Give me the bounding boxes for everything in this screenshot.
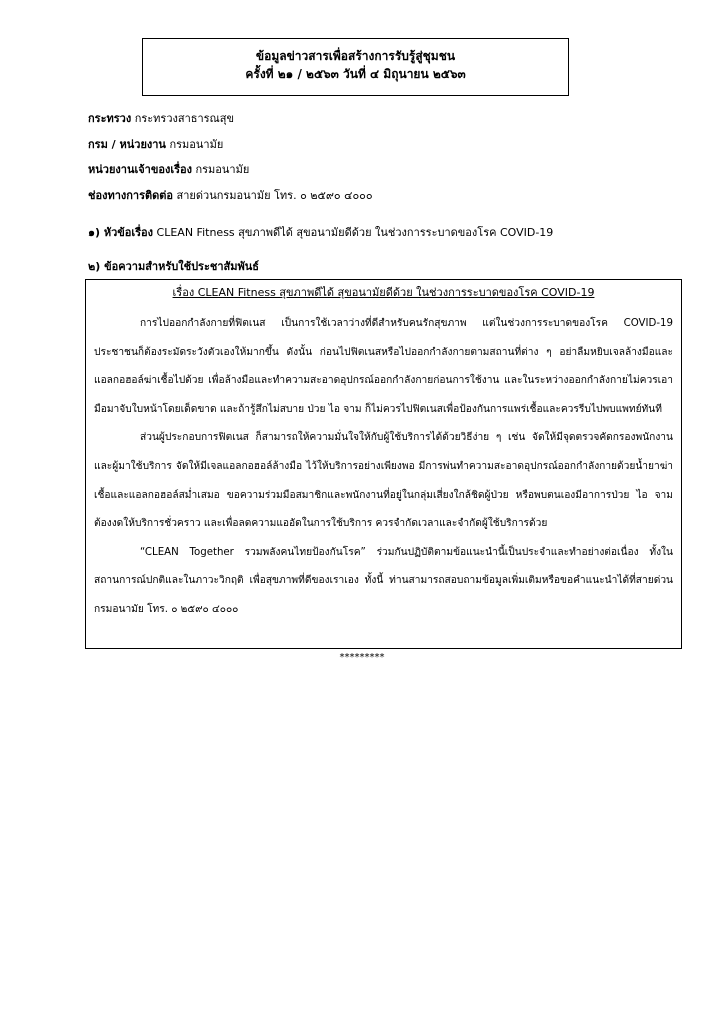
- paragraph-clean-together: “CLEAN Together รวมพลังคนไทยป้องกันโรค” ร่วมกันปฏิบัติตามข้อแนะนำนี้เป็นประจำและทำอย่างต่อเนื่อง ทั้งในสถานการณ์ปกติและในภาวะวิกฤติ เพื่อสุขภาพที่ดีของเราเอง ทั้งนี้ ท่านสามารถสอบถามข้อมูลเพิ่มเติมหรือขอคำแนะนำได้ที่สายด่วนกรมอนามัย โทร. ๐ ๒๕๙๐ ๔๐๐๐: [94, 546, 673, 615]
- ministry-value: กระทรวงสาธารณสุข: [134, 112, 234, 125]
- section-topic: [88, 225, 553, 241]
- announcement-title: เรื่อง CLEAN Fitness สุขภาพดีได้ สุขอนามัยดีด้วย ในช่วงการระบาดของโรค COVID-19: [172, 286, 595, 299]
- contact-label: ช่องทางการติดต่อ: [88, 189, 174, 202]
- ministry-label: กระทรวง: [88, 112, 132, 125]
- department-row: [88, 137, 223, 153]
- ministry-row: [88, 111, 234, 127]
- document-title: ข้อมูลข่าวสารเพื่อสร้างการรับรู้สู่ชุมชน: [255, 49, 456, 63]
- section-topic-value: CLEAN Fitness สุขภาพดีได้ สุขอนามัยดีด้วย ในช่วงการระบาดของโรค COVID-19: [156, 226, 554, 239]
- contact-row: [88, 188, 373, 204]
- section-message-label: ๒) ข้อความสำหรับใช้ประชาสัมพันธ์: [88, 260, 259, 273]
- paragraph-fitness-users: การไปออกกำลังกายที่ฟิตเนส เป็นการใช้เวลาว่างที่ดีสำหรับคนรักสุขภาพ แต่ในช่วงการระบาดของโรค COVID-19 ประชาชนก็ต้องระมัดระวังตัวเองให้มากขึ้น ดังนั้น ก่อนไปฟิตเนสหรือไปออกกำลังกายตามสถานที่ต่าง ๆ อย่าลืมหยิบเจลล้างมือและแอลกอฮอล์ฆ่าเชื้อไปด้วย เพื่อล้างมือและทำความสะอาดอุปกรณ์ออกกำลังกายก่อนการใช้งาน และในระหว่างออกกำลังกายไม่ควรเอามือมาจับใบหน้าโดยเด็ดขาด และถ้ารู้สึกไม่สบาย ป่วย ไอ จาม ก็ไม่ควรไปฟิตเนสเพื่อป้องกันการแพร่เชื้อและควรรีบไปพบแพทย์ทันที: [94, 318, 673, 415]
- end-marker: *********: [339, 652, 385, 663]
- issue-line: ครั้งที่ ๒๑ / ๒๕๖๓ วันที่ ๔ มิถุนายน ๒๕๖๓: [245, 67, 466, 81]
- header-box: [142, 38, 569, 96]
- paragraph-fitness-operators: ส่วนผู้ประกอบการฟิตเนส ก็สามารถให้ความมั่นใจให้กับผู้ใช้บริการได้ด้วยวิธีง่าย ๆ เช่น จัดให้มีจุดตรวจคัดกรองพนักงานและผู้มาใช้บริการ จัดให้มีเจลแอลกอฮอล์ล้างมือ ไว้ให้บริการอย่างเพียงพอ มีการพ่นทำความสะอาดอุปกรณ์ออกกำลังกายด้วยน้ำยาฆ่าเชื้อและแอลกอฮอล์สม่ำเสมอ ขอความร่วมมือสมาชิกและพนักงานที่อยู่ในกลุ่มเสี่ยงใกล้ชิดผู้ป่วย หรือพบตนเองมีอาการป่วย ไอ จาม ต้องงดให้บริการชั่วคราว และเพื่อลดความแออัดในการใช้บริการ ควรจำกัดเวลาและจำกัดผู้ใช้บริการด้วย: [94, 432, 673, 530]
- contact-value: สายด่วนกรมอนามัย โทร. ๐ ๒๕๙๐ ๔๐๐๐: [176, 189, 373, 202]
- announcement-box: [85, 279, 682, 649]
- department-value: กรมอนามัย: [169, 138, 224, 151]
- section-message: [88, 259, 259, 275]
- owner-row: [88, 162, 249, 178]
- section-topic-label: ๑) หัวข้อเรื่อง: [88, 226, 154, 239]
- owner-label: หน่วยงานเจ้าของเรื่อง: [88, 163, 192, 176]
- department-label: กรม / หน่วยงาน: [88, 138, 166, 151]
- owner-value: กรมอนามัย: [195, 163, 250, 176]
